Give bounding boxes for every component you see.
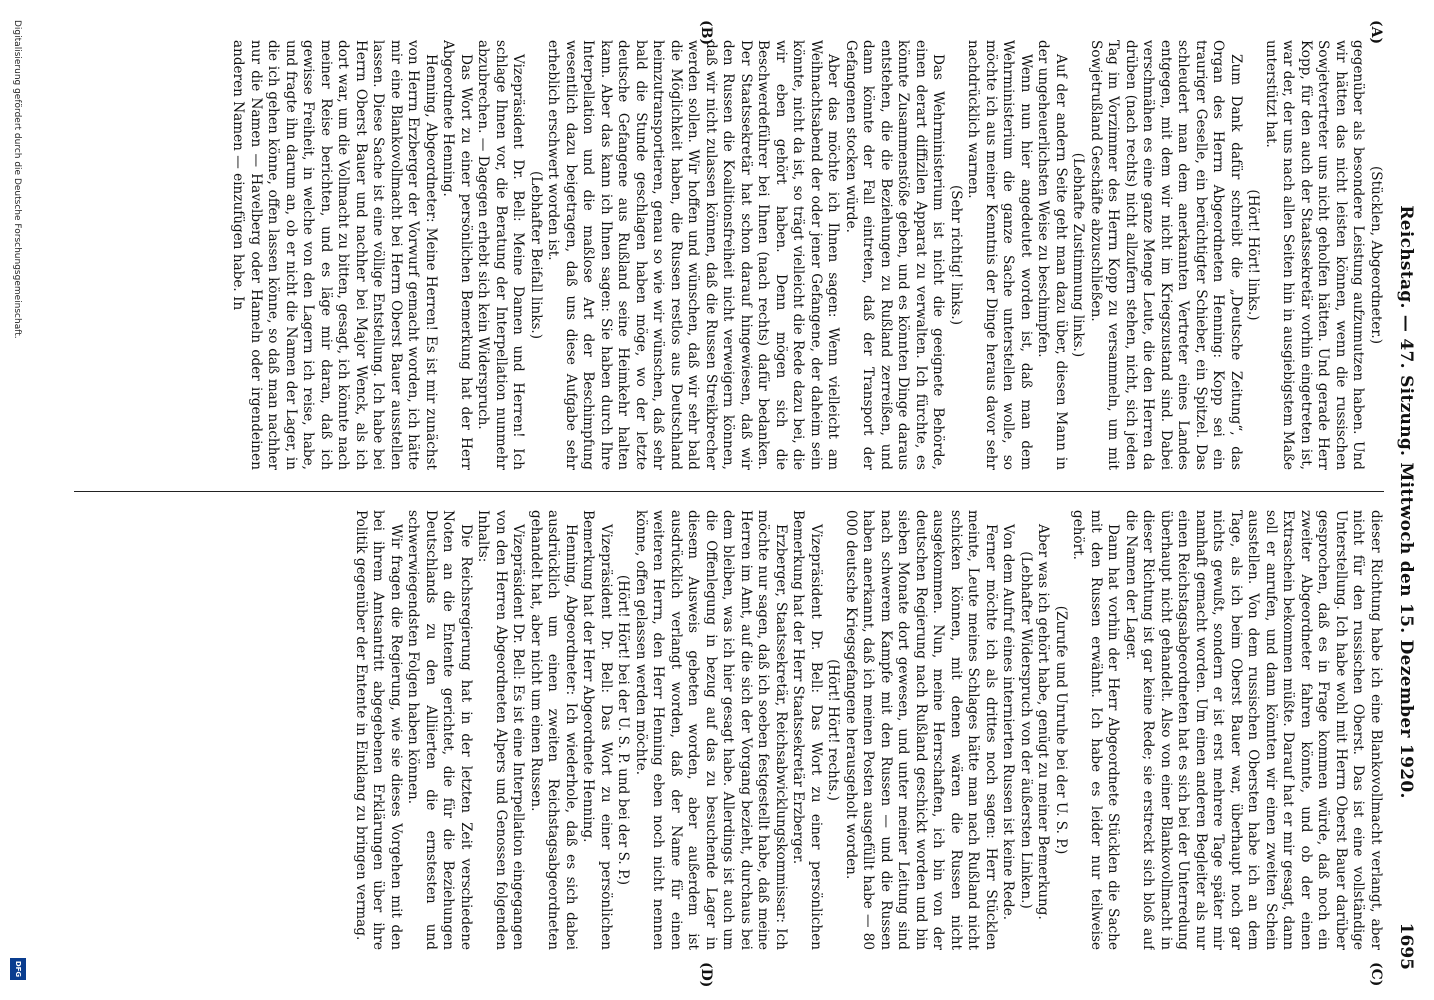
speaker-label: (Stücklen, Abgeordneter.) <box>1368 165 1384 345</box>
running-head: Reichstag. — 47. Sitzung. Mittwoch den 15. Dezember 1920. <box>1396 205 1416 799</box>
paragraph: Henning, Abgeordneter: Meine Herren! Es ist mir zunächst von Herrn Erzberger der Vorwurf gemacht worden, ich hätte mir eine Blankovollmacht bei Herrn Oberst Bauer ausstellen lassen. Diese Sache ist eine völlige Entstellung. Ich habe bei Herrn Oberst Bauer und nachher bei Major Wenck, als ich dort war, um die Vollmacht zu bitten, gesagt, ich könnte nach meiner Reise berichten, und es läge mir daran, daß ich gewisse Freiheit, in welche von den Lagern ich reise, habe, und fragte ihn darum an, ob er nicht die Namen der Lager, in die ich gehen könne, offen lassen könne, so daß man nachher nur die Namen — Havelberg oder Hameln oder irgendeinen anderen Namen — einzufügen habe. In <box>230 40 439 470</box>
digitalization-footer <box>6 20 34 980</box>
paragraph: Zum Dank dafür schreibt die „Deutsche Zeitung“, das Organ des Herrn Abgeordneten Henning: Kopp sei ein trauriger Geselle, ein berüchtigter Schieber, ein Spitzel. Das schleudert man dem anerkannten Vertreter eines Landes entgegen, mit dem wir nicht im Kriegszustand sind. Dabei verschmähen es eine ganze Menge Leute, die den Herren da drüben (nach rechts) nicht allzufern stehen, nicht, sich jeden Tag im Vorzimmer des Herrn Kopp zu versammeln, um mit Sowjetrußland Geschäfte abzuschließen. <box>1088 40 1244 470</box>
paragraph: Vizepräsident Dr. Bell: Meine Damen und Herren! Ich schlage Ihnen vor, die Beratung der Interpellation nunmehr abzubrechen. — Dagegen erhebt sich kein Widerspruch. <box>475 40 527 470</box>
paragraph: gegenüber als besondere Leistung aufzumutzen haben. Und wir hätten das nicht leisten können, wenn die russischen Sowjetvertreter uns nicht geholfen hätten. Und gerade Herr Kopp, für den auch der Staatssekretär vorhin eingetreten ist, war der, der uns nach allen Seiten hin in ausgiebigstem Maße unterstützt hat. <box>1263 40 1367 470</box>
paragraph: Henning, Abgeordneter: Ich wiederhole, daß es sich dabei ausdrücklich um einen zweiten Reichstagsabgeordneten gehandelt hat, aber nicht um einen Russen. <box>528 510 579 950</box>
margin-marker-a: (A) <box>1368 20 1384 45</box>
interjection: (Hört! Hört! bei der U. S. P. und bei der S. P.) <box>615 574 632 886</box>
page-header <box>1390 34 1424 970</box>
paragraph: Aber das möchte ich Ihnen sagen: Wenn vielleicht am Weihnachtsabend der oder jener Gefangene, der daheim sein könnte, nicht da ist, so trägt vielleicht die Rede dazu bei, die wir eben gehört haben. Denn mögen sich die Beschwerdeführer bei Ihnen (nach rechts) dafür bedanken. Der Staatssekretär hat schon darauf hingewiesen, daß wir den Russen die Koalitionsfreiheit nicht verweigern können, daß wir nicht zulassen können, daß die Russen Streikbrecher werden sollen. Wir hoffen und wünschen, daß wir sehr bald die Möglichkeit haben, die Russen restlos aus Deutschland heimzutransportieren, genau so wie wir wünschen, daß sehr bald die Stunde geschlagen haben möge, wo der letzte deutsche Gefangene aus Rußland seine Heimkehr halten kann. Aber das kann ich Ihnen sagen: Sie haben durch Ihre Interpellation und die maßlose Art der Beschimpfung wesentlich dazu beigetragen, daß uns diese Aufgabe sehr erheblich erschwert worden ist. <box>545 40 842 470</box>
left-column <box>54 40 1384 470</box>
paragraph: Das Wehrministerium ist nicht die geeignete Behörde, einen derart diffizilen Apparat zu verwalten. Ich fürchte, es könnte Zusammenstöße geben, und es könnten Dinge daraus entstehen, die die Beziehungen zu Rußland zerreißen, und dann könnte der Fall eintreten, daß der Transport der Gefangenen stocken würde. <box>843 40 947 470</box>
paragraph: Die Reichsregierung hat in der letzten Zeit verschiedene Noten an die Entente gerichtet, die für die Beziehungen Deutschlands zu den Alliierten die ernstesten und schwerwiegendsten Folgen haben können. <box>405 510 474 950</box>
margin-marker-c: (C) <box>1368 962 1384 987</box>
paragraph: Ferner möchte ich als drittes noch sagen: Herr Stücklen meinte, Leute meines Schlages hätte man nach Rußland nicht schicken können, mit denen wären die Russen nicht ausgekommen. Nun, meine Herrschaften, ich bin von der deutschen Regierung nach Rußland geschickt worden und bin sieben Monate dort gewesen, und unter meiner Leitung sind nach schwerem Kampfe mit den Russen — und die Russen haben anerkannt, daß ich meinen Posten ausgefüllt habe — 80 000 deutsche Kriegsgefangene herausgeholt worden. <box>843 510 999 950</box>
interjection: (Lebhafter Beifall links.) <box>528 170 544 340</box>
paragraph: dieser Richtung habe ich eine Blankovollmacht verlangt, aber nicht für den russischen Oberst. Das ist eine vollständige Unterstellung. Ich habe wohl mit Herrn Oberst Bauer darüber gesprochen, daß es in Frage kommen würde, daß noch ein zweiter Abgeordneter fahren könnte, und ob der einen Extraschein bekommen müßte. Darauf hat er mir gesagt, dann soll er anrufen, und dann könnten wir einen zweiten Schein ausstellen. Von dem russischen Obersten habe ich an dem Tage, als ich beim Oberst Bauer war, überhaupt noch gar nichts gewußt, sondern er ist erst mehrere Tage später mir namhaft gemacht worden. Um einen anderen Begleiter als nur einen Reichstagsabgeordneten hat es sich bei der Unterredung überhaupt nicht gehandelt. Also von einer Blankovollmacht in dieser Richtung ist gar keine Rede; sie erstreckt sich bloß auf die Namen der Lager. <box>1123 510 1384 950</box>
margin-marker-b: (B) <box>698 20 714 46</box>
interjection: (Hört! Hört! links.) <box>1245 189 1262 321</box>
column-divider <box>74 491 1384 492</box>
paragraph: Erzberger, Staatssekretär, Reichsabwicklungskommissar: Ich möchte nur sagen, daß ich soeben festgestellt habe, daß meine Herren im Amt, auf die sich der Vorgang bezieht, durchaus bei dem bleiben, was ich hier gesagt habe. Allerdings ist auch um die Offenlegung in bezug auf das zu besuchende Lager in diesem Ausweis gebeten worden, aber außerdem ist ausdrücklich verlangt worden, daß der Name für einen weiteren Herrn, den Herr Henning eben noch nicht nennen könne, offen gelassen werden möchte. <box>633 510 789 950</box>
interjection: (Lebhafte Zustimmung links.) <box>1070 152 1087 358</box>
paragraph: Vizepräsident Dr. Bell: Es ist eine Interpellation eingegangen von den Herren Abgeordneten Alpers und Genossen folgenden Inhalts: <box>475 510 527 950</box>
paragraph: Auf der andern Seite geht man dazu über, diesen Mann in der ungeheuerlichsten Weise zu beschimpfen. <box>1035 40 1069 470</box>
right-column <box>54 510 1384 950</box>
paragraph: Vizepräsident Dr. Bell: Das Wort zu einer persönlichen Bemerkung hat der Herr Staatssekretär Erzberger. <box>790 510 824 950</box>
paragraph: Von dem Aufruf eines internierten Russen ist keine Rede. <box>1000 524 1017 921</box>
interjection: (Hört! Hört! rechts.) <box>825 659 842 801</box>
paragraph: Das Wort zu einer persönlichen Bemerkung hat der Herr Abgeordnete Henning. <box>440 40 474 470</box>
paragraph: Aber was ich gehört habe, genügt zu meiner Bemerkung. <box>1035 524 1052 920</box>
margin-marker-d: (D) <box>698 962 714 988</box>
interjection: (Sehr richtig! links.) <box>948 184 964 326</box>
dfg-logo-icon: DFG <box>10 958 26 980</box>
interjection: (Lebhafter Widerspruch von der äußersten Linken.) <box>1018 551 1034 909</box>
paragraph: Vizepräsident Dr. Bell: Das Wort zu einer persönlichen Bemerkung hat der Herr Abgeordnete Henning. <box>580 510 614 950</box>
paragraph: Dann hat vorhin der Herr Abgeordnete Stücklen die Sache mit den Russen erwähnt. Ich habe es leider nur teilweise gehört. <box>1070 510 1122 950</box>
paragraph: Wenn nun hier angedeutet worden ist, daß man dem Wehrministerium die ganze Sache unterstellen wolle, so möchte ich aus meiner Kenntnis der Dinge heraus davor sehr nachdrücklich warnen. <box>965 40 1034 470</box>
interjection: (Zurufe und Unruhe bei der U. S. P.) <box>1053 605 1069 855</box>
paragraph: Wir fragen die Regierung, wie sie dieses Vorgehen mit den bei ihrem Amtsantritt abgegebenen Erklärungen über ihre Politik gegenüber der Entente in Einklang zu bringen vermag. <box>353 510 404 950</box>
page-number: 1695 <box>1396 922 1416 970</box>
digitalization-note: Digitalisierung gefördert durch die Deutsche Forschungsgemeinschaft. <box>12 20 22 339</box>
